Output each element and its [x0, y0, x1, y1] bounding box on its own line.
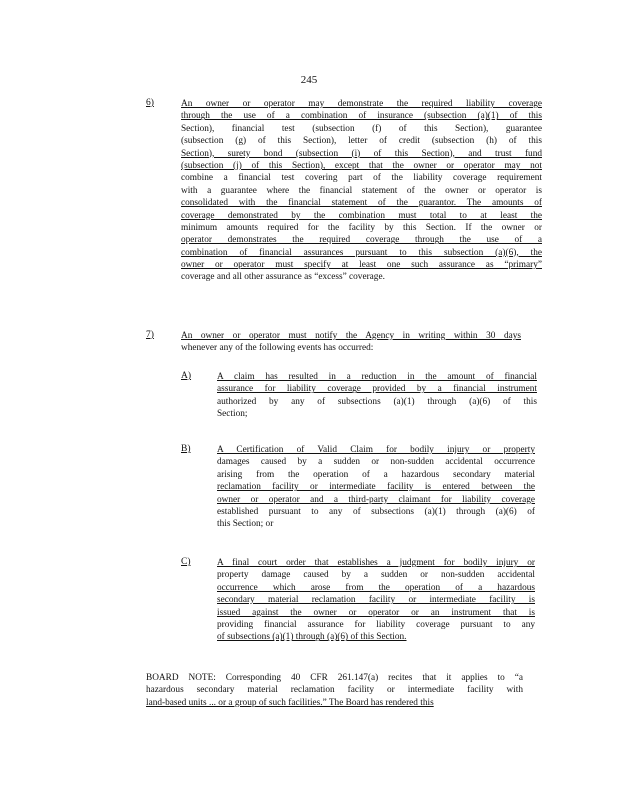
- text-line: of subsections (a)(1) through (a)(6) of this Section.: [217, 632, 407, 643]
- item-6-label: 6): [146, 98, 154, 108]
- text-line: this Section; or: [217, 519, 274, 530]
- text-line: coverage demonstrated by the combination must total to at least the: [181, 210, 542, 221]
- page-number: 245: [300, 74, 318, 86]
- text-line: Section), financial test (subsection (f) of this Section), guarantee: [181, 123, 542, 134]
- item-7a-text: [217, 371, 537, 421]
- text-line: whenever any of the following events has occurred:: [181, 343, 374, 354]
- text-line: hazardous secondary material reclamation facility or intermediate facility with: [146, 685, 523, 696]
- board-note: [146, 672, 523, 709]
- text-line: coverage and all other assurance as “excess” coverage.: [181, 272, 385, 283]
- text-line: reclamation facility or intermediate facility is entered between the: [217, 482, 535, 493]
- item-7a-label: A): [181, 371, 192, 381]
- text-line: minimum amounts required for the facility by this Section. If the owner or: [181, 222, 542, 233]
- text-line: land-based units ... or a group of such facilities.” The Board has rendered this: [146, 697, 434, 708]
- text-line: through the use of a combination of insurance (subsection (a)(1) of this: [181, 111, 542, 122]
- text-line: Section;: [217, 409, 248, 420]
- text-line: A final court order that establishes a judgment for bodily injury or: [217, 558, 535, 568]
- text-line: An owner or operator may demonstrate the required liability coverage: [181, 99, 542, 109]
- text-line: property damage caused by a sudden or non-sudden accidental: [217, 570, 535, 581]
- item-7-text: [181, 330, 521, 355]
- text-line: authorized by any of subsections (a)(1) through (a)(6) of this: [217, 396, 537, 407]
- text-line: owner or operator must specify at least one such assurance as “primary”: [181, 260, 542, 271]
- text-line: providing financial assurance for liability coverage pursuant to any: [217, 619, 535, 630]
- item-7c-label: C): [181, 557, 191, 567]
- item-7-label: 7): [146, 330, 154, 340]
- text-line: secondary material reclamation facility or intermediate facility is: [217, 595, 535, 606]
- text-line: A Certification of Valid Claim for bodily injury or property: [217, 445, 535, 455]
- text-line: operator demonstrates the required coverage through the use of a: [181, 235, 542, 246]
- text-line: established pursuant to any of subsections (a)(1) through (a)(6) of: [217, 506, 535, 517]
- text-line: owner or operator and a third-party claimant for liability coverage: [217, 494, 535, 505]
- item-7b-text: [217, 444, 535, 531]
- text-line: (subsection (g) of this Section), letter of credit (subsection (h) of this: [181, 136, 542, 147]
- text-line: occurrence which arose from the operation of a hazardous: [217, 582, 535, 593]
- item-6-text: [181, 98, 542, 284]
- text-line: issued against the owner or operator or an instrument that is: [217, 607, 535, 618]
- text-line: (subsection (j) of this Section), except that the owner or operator may not: [181, 160, 542, 171]
- text-line: with a guarantee where the financial statement of the owner or operator is: [181, 185, 542, 196]
- text-line: combine a financial test covering part of the liability coverage requirement: [181, 173, 542, 184]
- text-line: An owner or operator must notify the Agency in writing within 30 days: [181, 331, 521, 341]
- text-line: assurance for liability coverage provided by a financial instrument: [217, 384, 537, 395]
- text-line: damages caused by a sudden or non-sudden accidental occurrence: [217, 457, 535, 468]
- item-7c-text: [217, 557, 535, 644]
- text-line: A claim has resulted in a reduction in the amount of financial: [217, 372, 537, 382]
- text-line: consolidated with the financial statement of the guarantor. The amounts of: [181, 198, 542, 209]
- text-line: Section), surety bond (subsection (i) of this Section), and trust fund: [181, 148, 542, 159]
- text-line: BOARD NOTE: Corresponding 40 CFR 261.147(a) recites that it applies to “a: [146, 673, 523, 683]
- text-line: arising from the operation of a hazardous secondary material: [217, 469, 535, 480]
- text-line: combination of financial assurances pursuant to this subsection (a)(6), the: [181, 247, 542, 258]
- item-7b-label: B): [181, 444, 191, 454]
